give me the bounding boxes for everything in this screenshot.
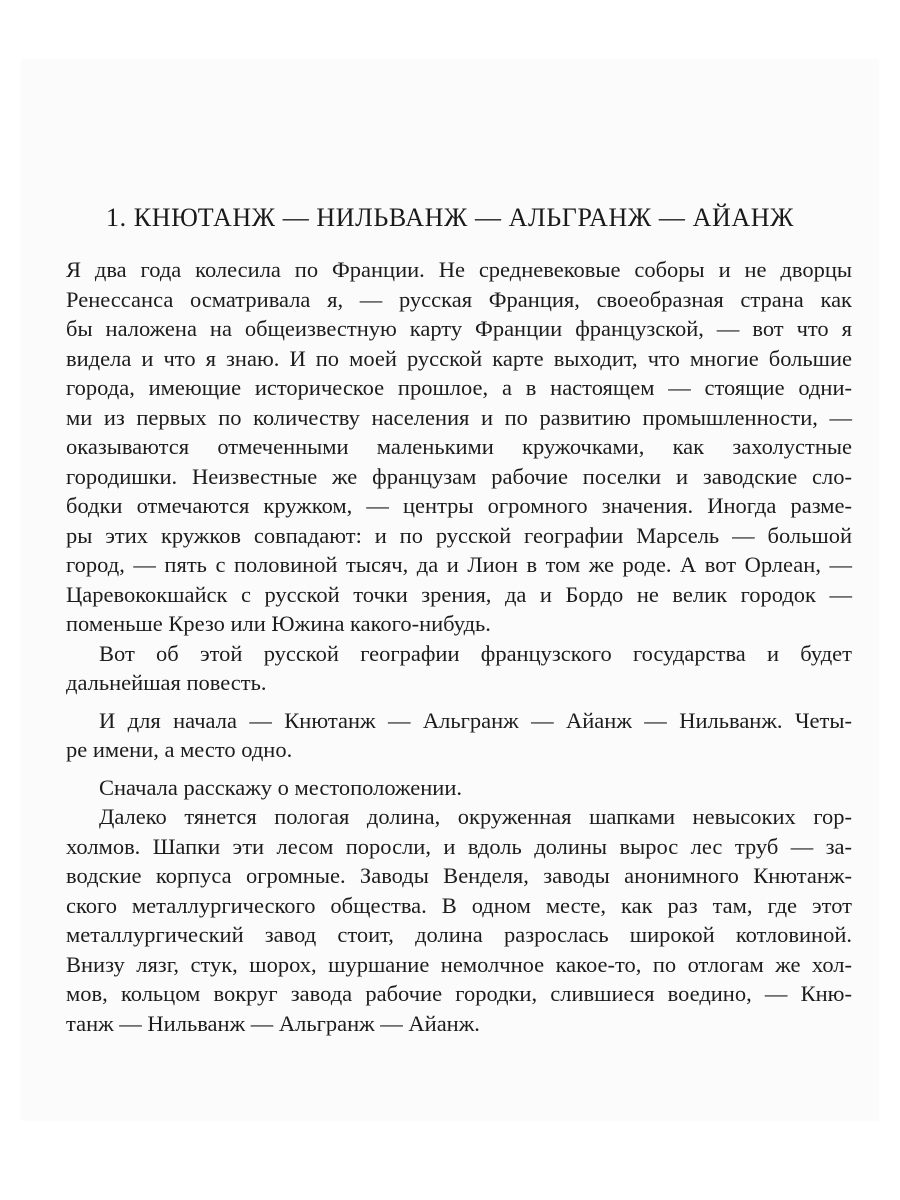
- text-line: ре имени, а место одно.: [66, 737, 293, 762]
- text-line: бодки отмечаются кружком, — центры огромного значения. Иногда разме-: [66, 493, 852, 518]
- text-line: оказываются отмеченными маленькими кружочками, как захолустные: [66, 434, 852, 459]
- text-line: металлургический завод стоит, долина разрослась широкой котловиной.: [66, 922, 852, 947]
- text-line: Вот об этой русской географии французского государства и будет: [99, 640, 852, 666]
- text-line: Внизу лязг, стук, шорох, шуршание немолчное какое-то, по отлогам же хол-: [66, 951, 852, 977]
- text-line: ми из первых по количеству населения и по развитию промышленности, —: [66, 404, 852, 430]
- text-line: городишки. Неизвестные же французам рабочие поселки и заводские сло-: [66, 463, 852, 489]
- text-line: дальнейшая повесть.: [66, 670, 267, 695]
- text-line: поменьше Крезо или Южина какого-нибудь.: [66, 611, 491, 636]
- text-line: танж — Нильванж — Альгранж — Айанж.: [66, 1010, 480, 1036]
- text-line: Царевококшайск с русской точки зрения, да и Бордо не велик городок —: [66, 581, 852, 607]
- text-line: ры этих кружков совпадают: и по русской географии Марсель — большой: [66, 522, 852, 548]
- text-line: Далеко тянется пологая долина, окруженная шапками невысоких гор-: [99, 804, 852, 829]
- text-line: холмов. Шапки эти лесом поросли, и вдоль долины вырос лес труб — за-: [66, 833, 852, 859]
- text-line: Ренессанса осматривала я, — русская Франция, своеобразная страна как: [66, 286, 852, 312]
- text-line: Я два года колесила по Франции. Не средневековые соборы и не дворцы: [66, 257, 852, 282]
- text-line: Сначала расскажу о местоположении.: [99, 774, 463, 800]
- text-line: И для начала — Кнютанж — Альгранж — Айанж — Нильванж. Четы-: [99, 707, 852, 733]
- text-line: города, имеющие историческое прошлое, а в настоящем — стоящие одни-: [66, 375, 852, 400]
- text-line: водские корпуса огромные. Заводы Венделя, заводы анонимного Кнютанж-: [66, 863, 852, 888]
- chapter-body: [66, 255, 852, 1038]
- text-line: бы наложена на общеизвестную карту Франции французской, — вот что я: [66, 316, 852, 341]
- text-line: мов, кольцом вокруг завода рабочие городки, слившиеся воедино, — Кню-: [66, 981, 852, 1006]
- chapter-heading: 1. КНЮТАНЖ — НИЛЬВАНЖ — АЛЬГРАНЖ — АЙАНЖ: [105, 203, 795, 232]
- text-line: видела и что я знаю. И по моей русской карте выходит, что многие большие: [66, 345, 852, 371]
- text-line: ского металлургического общества. В одном месте, как раз там, где этот: [66, 892, 852, 918]
- text-line: город, — пять с половиной тысяч, да и Лион в том же роде. А вот Орлеан, —: [66, 552, 852, 577]
